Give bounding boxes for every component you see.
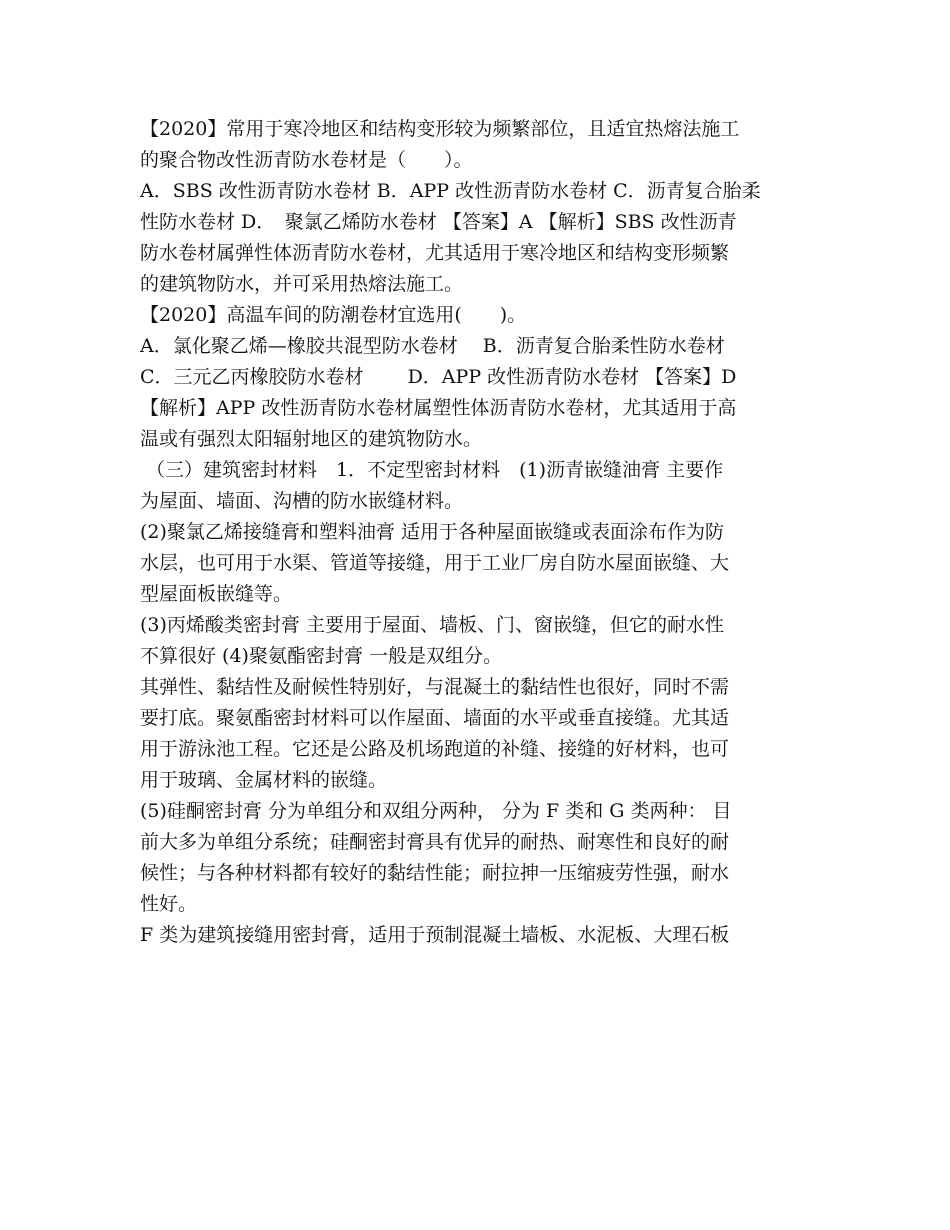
text-line: 【2020】高温车间的防潮卷材宜选用( )。 (140, 304, 527, 326)
text-line: 其弹性、黏结性及耐候性特别好，与混凝土的黏结性也很好，同时不需 (140, 676, 730, 698)
text-line: 的建筑物防水，并可采用热熔法施工。 (140, 273, 464, 295)
text-line: F 类为建筑接缝用密封膏，适用于预制混凝土墙板、水泥板、大理石板 (140, 924, 730, 946)
text-line: A．氯化聚乙烯—橡胶共混型防水卷材 B．沥青复合胎柔性防水卷材 (140, 335, 725, 357)
text-line: (2)聚氯乙烯接缝膏和塑料油膏 适用于各种屋面嵌缝或表面涂布作为防 (140, 521, 724, 543)
text-line: 用于游泳池工程。它还是公路及机场跑道的补缝、接缝的好材料，也可 (140, 738, 730, 760)
text-line: 【2020】常用于寒冷地区和结构变形较为频繁部位，且适宜热熔法施工 (140, 118, 740, 140)
text-line: 用于玻璃、金属材料的嵌缝。 (140, 769, 388, 791)
text-line: (3)丙烯酸类密封膏 主要用于屋面、墙板、门、窗嵌缝，但它的耐水性 (140, 614, 724, 636)
text-line: 水层，也可用于水渠、管道等接缝，用于工业厂房自防水屋面嵌缝、大 (140, 552, 730, 574)
text-line: 性好。 (140, 893, 198, 915)
text-line: 性防水卷材 D． 聚氯乙烯防水卷材 【答案】A 【解析】SBS 改性沥青 (140, 211, 737, 233)
text-line: (5)硅酮密封膏 分为单组分和双组分两种， 分为 F 类和 G 类两种： 目 (140, 800, 732, 822)
text-line: 候性；与各种材料都有较好的黏结性能；耐拉抻一压缩疲劳性强，耐水 (140, 862, 730, 884)
document-body (140, 114, 815, 951)
text-line: C．三元乙丙橡胶防水卷材 D．APP 改性沥青防水卷材 【答案】D (140, 366, 737, 388)
text-line: 【解析】APP 改性沥青防水卷材属塑性体沥青防水卷材，尤其适用于高 (140, 397, 737, 419)
text-line: 为屋面、墙面、沟槽的防水嵌缝材料。 (140, 490, 464, 512)
text-line: 型屋面板嵌缝等。 (140, 583, 293, 605)
text-line: A．SBS 改性沥青防水卷材 B．APP 改性沥青防水卷材 C．沥青复合胎柔 (140, 180, 761, 202)
text-line: （三）建筑密封材料 1．不定型密封材料 (1)沥青嵌缝油膏 主要作 (140, 459, 724, 481)
text-line: 防水卷材属弹性体沥青防水卷材，尤其适用于寒冷地区和结构变形频繁 (140, 242, 730, 264)
text-line: 的聚合物改性沥青防水卷材是（ ）。 (140, 149, 473, 171)
text-line: 前大多为单组分系统；硅酮密封膏具有优异的耐热、耐寒性和良好的耐 (140, 831, 730, 853)
text-line: 要打底。聚氨酯密封材料可以作屋面、墙面的水平或垂直接缝。尤其适 (140, 707, 730, 729)
text-line: 不算很好 (4)聚氨酯密封膏 一般是双组分。 (140, 645, 502, 667)
text-line: 温或有强烈太阳辐射地区的建筑物防水。 (140, 428, 483, 450)
